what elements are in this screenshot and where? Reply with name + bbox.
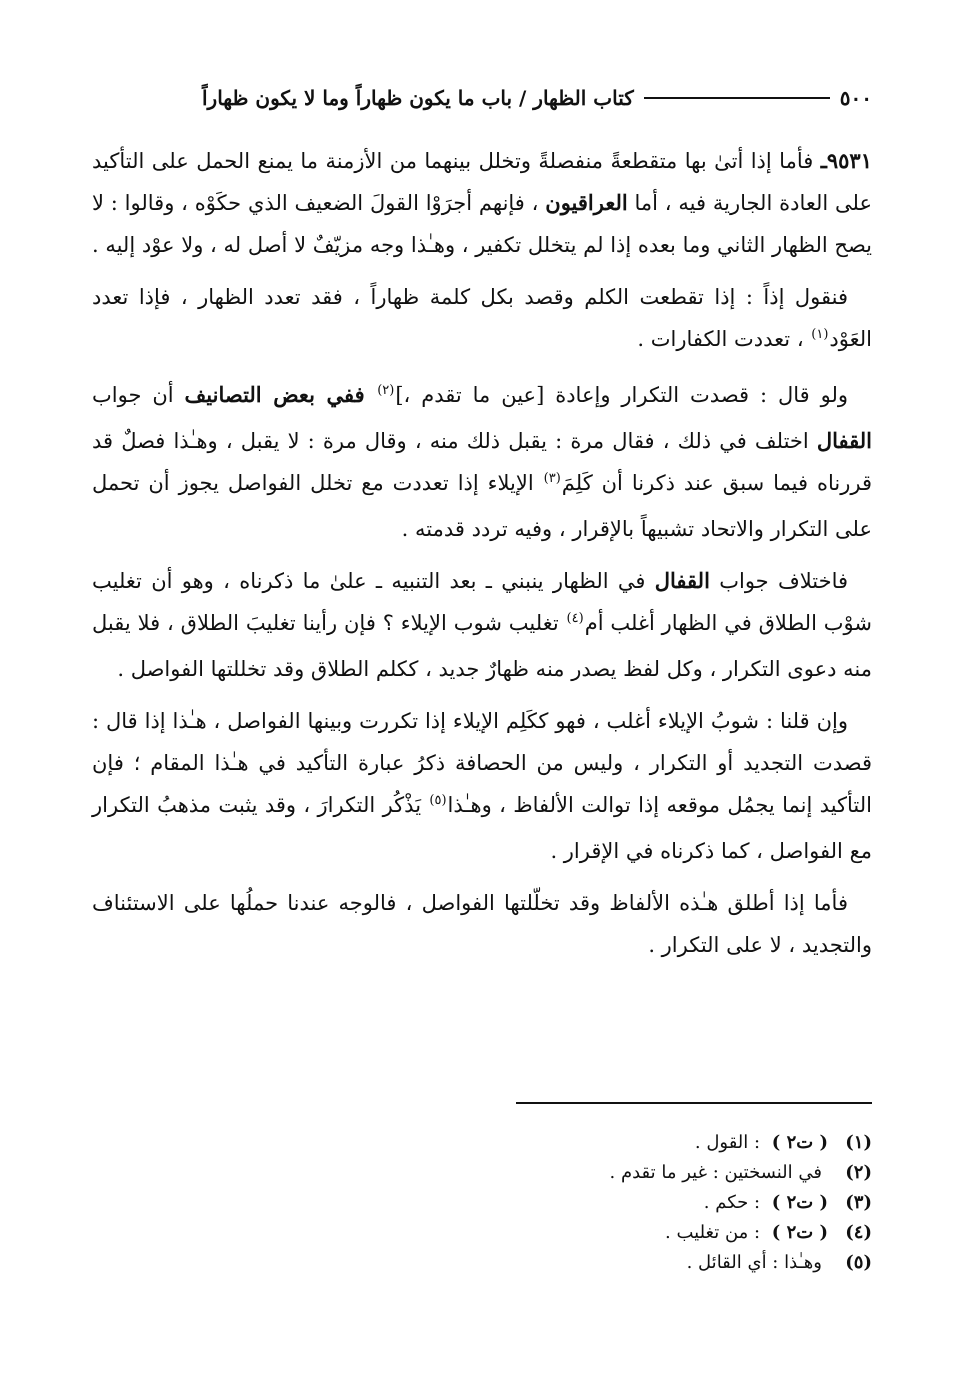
footnote-item (92, 1158, 872, 1188)
paragraph-text: الإيلاء إذا تعددت مع تخلل الفواصل يجوز أن تحمل على التكرار والاتحاد تشبيهاً بالإقرار ، وفيه تردد قدمته . (92, 471, 872, 541)
footnote-reference[interactable]: (١) (811, 327, 829, 342)
paragraph-text: ، فإنهم أجرَوْا القولَ الضعيف الذي حكَوْه ، وقالوا : لا يصح الظهار الثاني وما بعده إذا لم يتخلل تكفير ، وهـٰذا وجه مزيّفٌ لا أصل له ، ولا عوْد إليه . (91, 191, 872, 257)
footnote-number: (٥) (845, 1252, 872, 1273)
footnote-item (92, 1248, 872, 1278)
paragraph-text: فنقول إذاً : إذا تقطعت الكلم وقصد بكل كلمة ظهاراً ، فقد تعدد الظهار ، فإذا تعدد العَوْد (92, 285, 872, 351)
footnote-text: وهـٰذا : أي القائل . (686, 1252, 822, 1273)
paragraph-text: فاختلاف جواب (709, 569, 848, 593)
footnote-text: : من تغليب . (665, 1222, 766, 1243)
paragraph-text: اختلف في ذلك ، فقال مرة : يقبل ذلك منه ، وقال مرة : لا يقبل ، وهـٰذا فصلٌ قد قررناه فيما سبق عند ذكرنا أن كَلِمَ (92, 429, 872, 495)
footnote-reference[interactable]: (٣) (543, 471, 561, 486)
footnote-text: في النسختين : غير ما تقدم . (609, 1162, 822, 1183)
footnotes (92, 1128, 872, 1278)
footnote-number: (٢) (845, 1162, 872, 1183)
paragraph (92, 700, 872, 872)
footnote-divider (516, 1102, 872, 1104)
emphasized-term: القفال (654, 568, 710, 593)
paragraph-text: أن جواب (92, 383, 185, 407)
footnote-reference[interactable]: (٥) (429, 793, 447, 808)
chapter-title: كتاب الظهار / باب ما يكون ظهاراً وما لا يكون ظهاراً (202, 86, 634, 110)
footnote-reference[interactable]: (٤) (566, 611, 584, 626)
paragraph-text: ولو قال : قصدت التكرار وإعادة [عين ما تقدم ،] (395, 383, 849, 407)
footnote-reference[interactable]: (٢) (377, 383, 395, 398)
footnote-source: ( ت٢ ) (771, 1192, 828, 1213)
footnote-source: ( ت٢ ) (771, 1132, 828, 1153)
paragraph-number: ٩٥٣١ـ (820, 148, 872, 173)
emphasized-term: العراقيون (545, 190, 628, 215)
paragraph-text: في الظهار ينبني ـ بعد التنبيه ـ علىٰ ما ذكرناه ، وهو أن تغليب شوْب الطلاق في الظهار أغلب أم (92, 569, 872, 635)
emphasized-term: القفال (816, 428, 872, 453)
paragraph (92, 882, 872, 966)
footnote-text: : حكم . (703, 1192, 766, 1213)
paragraph-text: وإن قلنا : شوبُ الإيلاء أغلب ، فهو ككَلِم الإيلاء إذا تكررت وبينها الفواصل ، هـٰذا إذا قال : قصدت التجديد أو التكرار ، وليس من الحصافة ذكرُ عبارة التأكيد في هـٰذا المقام ؛ فإن التأكيد إنما يجمُل موقعه إذا توالت الألفاظ ، وهـٰذا (92, 709, 872, 817)
emphasized-term: ففي بعض التصانيف (184, 382, 377, 407)
main-text (92, 140, 872, 976)
paragraph (92, 276, 872, 364)
paragraph (92, 560, 872, 690)
footnote-item (92, 1188, 872, 1218)
footnote-number: (١) (845, 1132, 872, 1153)
footnote-source: ( ت٢ ) (771, 1222, 828, 1243)
footnote-text: : القول . (694, 1132, 766, 1153)
paragraph-text: تغليب شوب الإيلاء ؟ فإن رأينا تغليبَ الطلاق ، فلا يقبل منه دعوى التكرار ، وكل لفظ يصدر منه ظهارٌ جديد ، ككلم الطلاق وقد تخللتها الفواصل . (92, 611, 872, 681)
footnote-number: (٣) (845, 1192, 872, 1213)
paragraph-text: يَذْكُر التكرارَ ، وقد يثبت مذهبُ التكرار مع الفواصل ، كما ذكرناه في الإقرار . (92, 793, 872, 863)
paragraph (92, 374, 872, 550)
paragraph (92, 140, 872, 266)
paragraph-text: فأما إذا أتىٰ بها متقطعةً منفصلةً وتخلل بينهما من الأزمنة ما يمنع الحمل على التأكيد على العادة الجارية فيه ، أما (92, 149, 873, 215)
running-header (92, 78, 872, 118)
footnote-item (92, 1218, 872, 1248)
footnote-number: (٤) (845, 1222, 872, 1243)
paragraph-text: فأما إذا أطلق هـٰذه الألفاظ وقد تخلّلتها الفواصل ، فالوجه عندنا حملُها على الاستئناف والتجديد ، لا على التكرار . (92, 891, 872, 957)
page-number: ٥٠٠ (839, 86, 872, 110)
header-rule (644, 97, 830, 99)
paragraph-text: ، تعددت الكفارات . (637, 327, 811, 351)
footnote-item (92, 1128, 872, 1158)
